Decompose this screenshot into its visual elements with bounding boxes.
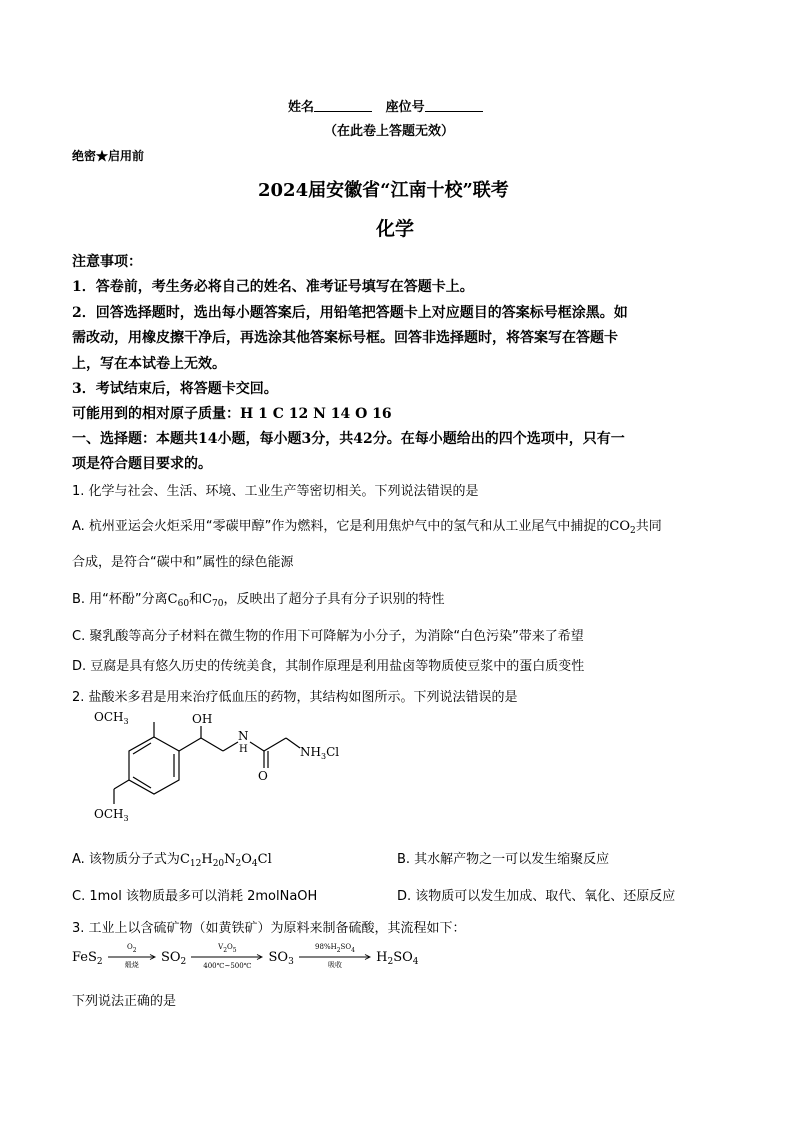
so2: [161, 950, 186, 965]
so3: [269, 950, 294, 965]
exam-title: 2024届安徽省“江南十校”联考: [258, 180, 509, 201]
bond: [223, 742, 238, 751]
f-c: C: [179, 852, 190, 867]
name-seat-line: [288, 96, 483, 115]
so3-text: SO: [268, 949, 289, 965]
sub: 5: [232, 947, 237, 954]
arrow-line: [190, 954, 264, 960]
atomic-mass: 可能用到的相对原子质量：H 1 C 12 N 14 O 16: [72, 406, 392, 422]
notice-item: 3．考试结束后，将答题卡交回。: [72, 381, 278, 397]
o: O: [227, 943, 233, 951]
oh-label: OH: [192, 712, 213, 726]
q2-a-pre: A. 该物质分子式为: [72, 852, 180, 867]
f-cl: Cl: [257, 852, 272, 867]
f-n: N: [224, 852, 236, 867]
o-label: O: [258, 769, 268, 783]
q1-option-c: C. 聚乳酸等高分子材料在微生物的作用下可降解为小分子，为消除“白色污染”带来了希望: [72, 629, 584, 644]
n-label: N: [238, 729, 249, 743]
q1-option-b: [72, 588, 445, 607]
q2-stem: 2. 盐酸米多君是用来治疗低血压的药物，其结构如图所示。下列说法错误的是: [72, 690, 518, 705]
bond: [250, 742, 264, 751]
and: 和: [189, 592, 203, 607]
arrow-absorb: [298, 943, 372, 969]
co2-sub: 2: [630, 526, 636, 536]
arrow-roast: [107, 943, 157, 969]
q1-a-end: 共同: [635, 519, 662, 534]
sub: 2: [387, 956, 394, 967]
sub: 4: [351, 947, 355, 954]
co2: CO: [609, 519, 631, 534]
q3-question: 下列说法正确的是: [72, 994, 177, 1009]
seat-blank: [425, 99, 483, 112]
h2so4-98: 98%H: [315, 943, 337, 951]
c60-sub: 60: [177, 599, 190, 609]
f-o: O: [241, 852, 252, 867]
h2so4: [376, 950, 418, 965]
c60: [168, 592, 189, 607]
q1-option-a-cont: 合成，是符合“碳中和”属性的绿色能源: [72, 555, 294, 570]
o2: O: [127, 943, 133, 951]
notice-item: 2．回答选择题时，选出每小题答案后，用铅笔把答题卡上对应题目的答案标号框涂黑。如: [72, 305, 628, 321]
notice-item: 1．答卷前，考生务必将自己的姓名、准考证号填写在答题卡上。: [72, 279, 474, 295]
sub: 2: [223, 947, 228, 954]
q1-stem: 1. 化学与社会、生活、环境、工业生产等密切相关。下列说法错误的是: [72, 484, 479, 499]
sub: 2: [180, 956, 187, 967]
h-label: H: [239, 744, 248, 755]
sub: 2: [96, 956, 103, 967]
q2-option-a: [72, 848, 272, 867]
arrow-catalyst: [190, 943, 264, 970]
so: SO: [393, 949, 413, 965]
q3-stem: 3. 工业上以含硫矿物（如黄铁矿）为原料来制备硫酸，其流程如下：: [72, 921, 466, 936]
ring-double-bond: [133, 777, 151, 788]
so: SO: [340, 943, 352, 951]
q2-option-d: D. 该物质可以发生加成、取代、氧化、还原反应: [397, 889, 676, 904]
sub: 2: [336, 947, 341, 954]
f-n-n: 2: [235, 859, 242, 869]
sulfuric-acid-flow: [72, 943, 419, 970]
h: H: [376, 949, 388, 965]
name-blank: [314, 99, 372, 112]
f-c-n: 12: [189, 859, 202, 869]
f-h-n: 20: [212, 859, 225, 869]
seat-label: 座位号: [385, 100, 425, 115]
och3-bottom-label: $OCH_3$: [94, 807, 129, 823]
molecular-formula: [180, 852, 272, 867]
bond: [264, 738, 286, 751]
c70-sub: 70: [212, 599, 224, 609]
arrow-top: [298, 943, 372, 954]
q1-b-pre: B. 用“杯酚”分离: [72, 592, 168, 607]
q1-b-post: ，反映出了超分子具有分子识别的特性: [223, 592, 445, 607]
q2-option-c: C. 1mol 该物质最多可以消耗 2molNaOH: [72, 889, 318, 904]
arrow-top: [190, 943, 264, 954]
f-h: H: [201, 852, 213, 867]
benzene-ring: [129, 737, 179, 794]
arrow-top: [107, 943, 157, 954]
arrow-bottom: 煅烧: [124, 961, 139, 969]
q1-a-text: A. 杭州亚运会火炬采用“零碳甲醇”作为燃料，它是利用焦炉气中的氢气和从工业尾气中捕捉的: [72, 519, 610, 534]
subject-title: 化学: [376, 218, 415, 240]
nh3cl-label: $NH_3Cl$: [300, 745, 340, 761]
sub: 3: [288, 956, 294, 967]
secret-mark: 绝密★启用前: [72, 149, 145, 163]
ring-double-bond: [133, 743, 151, 754]
f-o-n: 4: [251, 859, 258, 869]
section-heading: 一、选择题：本题共14小题，每小题3分，共42分。在每小题给出的四个选项中，只有一: [72, 431, 625, 447]
so2-text: SO: [160, 949, 181, 965]
fes2: [72, 950, 103, 965]
sub: 4: [412, 956, 419, 967]
arrow-bottom: 吸收: [327, 961, 342, 969]
section-heading-cont: 项是符合题目要求的。: [72, 456, 212, 472]
c70: [202, 592, 223, 607]
och3-top-label: $OCH_3$: [94, 710, 129, 726]
q2-option-b: B. 其水解产物之一可以发生缩聚反应: [397, 852, 610, 867]
fes2-text: FeS: [72, 949, 97, 965]
bond: [114, 780, 129, 789]
q1-a-co2: [609, 519, 635, 534]
structure-diagram: [60, 706, 340, 836]
notice-item: 需改动，用橡皮擦干净后，再选涂其他答案标号框。回答非选择题时，将答案写在答题卡: [72, 330, 618, 346]
invalid-note: （在此卷上答题无效）: [324, 124, 455, 139]
sub: 2: [132, 947, 137, 954]
name-label: 姓名: [288, 100, 315, 115]
bond: [179, 738, 201, 751]
v: V: [218, 943, 224, 951]
q1-option-d: D. 豆腐是具有悠久历史的传统美食，其制作原理是利用盐卤等物质使豆浆中的蛋白质变性: [72, 659, 585, 674]
bond: [286, 738, 300, 748]
arrow-bottom: 400℃~500℃: [203, 962, 252, 970]
c-letter: C: [202, 592, 213, 607]
bond: [201, 738, 223, 751]
notice-heading: 注意事项：: [72, 254, 142, 270]
notice-item: 上，写在本试卷上无效。: [72, 356, 226, 372]
c-letter: C: [167, 592, 178, 607]
q1-option-a: [72, 515, 662, 534]
